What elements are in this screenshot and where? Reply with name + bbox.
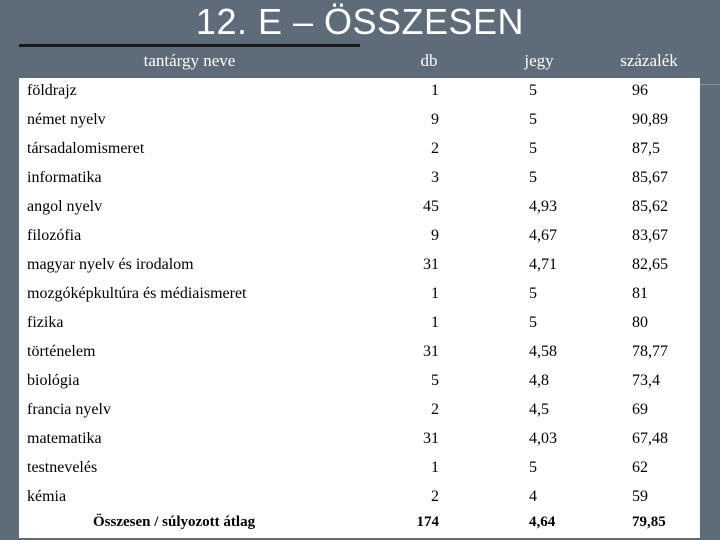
subject-name: történelem bbox=[27, 343, 96, 360]
subject-percent: 62 bbox=[632, 459, 648, 476]
subject-percent: 83,67 bbox=[632, 227, 668, 244]
title-underline bbox=[19, 44, 360, 47]
subject-grade: 4,67 bbox=[529, 227, 557, 244]
subject-count: 1 bbox=[431, 82, 439, 99]
table-row bbox=[19, 310, 700, 339]
subject-count: 1 bbox=[431, 314, 439, 331]
subject-name: magyar nyelv és irodalom bbox=[27, 256, 194, 273]
table-row bbox=[19, 107, 700, 136]
subject-percent: 81 bbox=[632, 285, 648, 302]
table-row bbox=[19, 455, 700, 484]
table-header-row bbox=[19, 44, 700, 78]
table-row bbox=[19, 252, 700, 281]
subject-name: biológia bbox=[27, 372, 80, 389]
subject-name: kémia bbox=[27, 488, 67, 505]
header-percent: százalék bbox=[620, 51, 678, 70]
subject-count: 31 bbox=[423, 343, 439, 360]
decorative-line bbox=[700, 84, 720, 85]
subject-percent: 85,62 bbox=[632, 198, 668, 215]
subject-count: 9 bbox=[431, 111, 439, 128]
subject-count: 2 bbox=[431, 401, 439, 418]
subject-grade: 4,5 bbox=[529, 401, 549, 418]
subject-percent: 78,77 bbox=[632, 343, 668, 360]
table-row bbox=[19, 223, 700, 252]
table-row bbox=[19, 136, 700, 165]
subject-name: angol nyelv bbox=[27, 198, 103, 215]
subject-grade: 5 bbox=[529, 111, 537, 128]
results-table bbox=[19, 44, 700, 538]
total-count: 174 bbox=[416, 514, 439, 530]
subject-count: 9 bbox=[431, 227, 439, 244]
subject-percent: 73,4 bbox=[632, 372, 660, 389]
subject-count: 31 bbox=[423, 256, 439, 273]
subject-grade: 4 bbox=[529, 488, 537, 505]
subject-name: informatika bbox=[27, 169, 102, 186]
table-row bbox=[19, 397, 700, 426]
subject-percent: 80 bbox=[632, 314, 648, 331]
subject-count: 45 bbox=[423, 198, 439, 215]
subject-count: 2 bbox=[431, 488, 439, 505]
subject-grade: 5 bbox=[529, 140, 537, 157]
header-count: db bbox=[420, 51, 438, 70]
subject-grade: 5 bbox=[529, 459, 537, 476]
subject-grade: 4,03 bbox=[529, 430, 557, 447]
subject-grade: 4,71 bbox=[529, 256, 557, 273]
subject-percent: 82,65 bbox=[632, 256, 668, 273]
table-row bbox=[19, 426, 700, 455]
subject-name: francia nyelv bbox=[27, 401, 111, 418]
subject-name: német nyelv bbox=[27, 111, 106, 128]
subject-count: 31 bbox=[423, 430, 439, 447]
slide-title: 12. E – ÖSSZESEN bbox=[195, 1, 525, 42]
subject-percent: 59 bbox=[632, 488, 648, 505]
subject-grade: 4,58 bbox=[529, 343, 557, 360]
subject-percent: 96 bbox=[632, 82, 648, 99]
table-row bbox=[19, 281, 700, 310]
subject-grade: 5 bbox=[529, 285, 537, 302]
subject-grade: 5 bbox=[529, 82, 537, 99]
total-grade: 4,64 bbox=[529, 514, 556, 530]
total-row bbox=[19, 510, 700, 539]
table-row bbox=[19, 165, 700, 194]
subject-grade: 5 bbox=[529, 314, 537, 331]
subject-name: filozófia bbox=[27, 227, 82, 244]
header-subject-name: tantárgy neve bbox=[143, 51, 236, 70]
subject-count: 2 bbox=[431, 140, 439, 157]
table-row bbox=[19, 339, 700, 368]
table-row bbox=[19, 194, 700, 223]
subject-name: matematika bbox=[27, 430, 102, 447]
subject-count: 1 bbox=[431, 459, 439, 476]
header-grade: jegy bbox=[524, 51, 554, 70]
subject-percent: 90,89 bbox=[632, 111, 668, 128]
subject-grade: 4,8 bbox=[529, 372, 549, 389]
subject-name: mozgóképkultúra és médiaismeret bbox=[27, 285, 247, 302]
subject-name: társadalomismeret bbox=[27, 140, 145, 157]
subject-percent: 85,67 bbox=[632, 169, 668, 186]
total-label: Összesen / súlyozott átlag bbox=[93, 514, 256, 530]
subject-grade: 5 bbox=[529, 169, 537, 186]
subject-name: földrajz bbox=[27, 82, 77, 99]
subject-percent: 67,48 bbox=[632, 430, 668, 447]
table-row bbox=[19, 368, 700, 397]
table-row bbox=[19, 484, 700, 513]
subject-percent: 87,5 bbox=[632, 140, 660, 157]
subject-name: testnevelés bbox=[27, 459, 98, 476]
subject-grade: 4,93 bbox=[529, 198, 557, 215]
subject-count: 1 bbox=[431, 285, 439, 302]
table-row bbox=[19, 78, 700, 107]
subject-percent: 69 bbox=[632, 401, 648, 418]
subject-count: 3 bbox=[431, 169, 439, 186]
total-percent: 79,85 bbox=[632, 514, 666, 530]
subject-name: fizika bbox=[27, 314, 64, 331]
subject-count: 5 bbox=[431, 372, 439, 389]
